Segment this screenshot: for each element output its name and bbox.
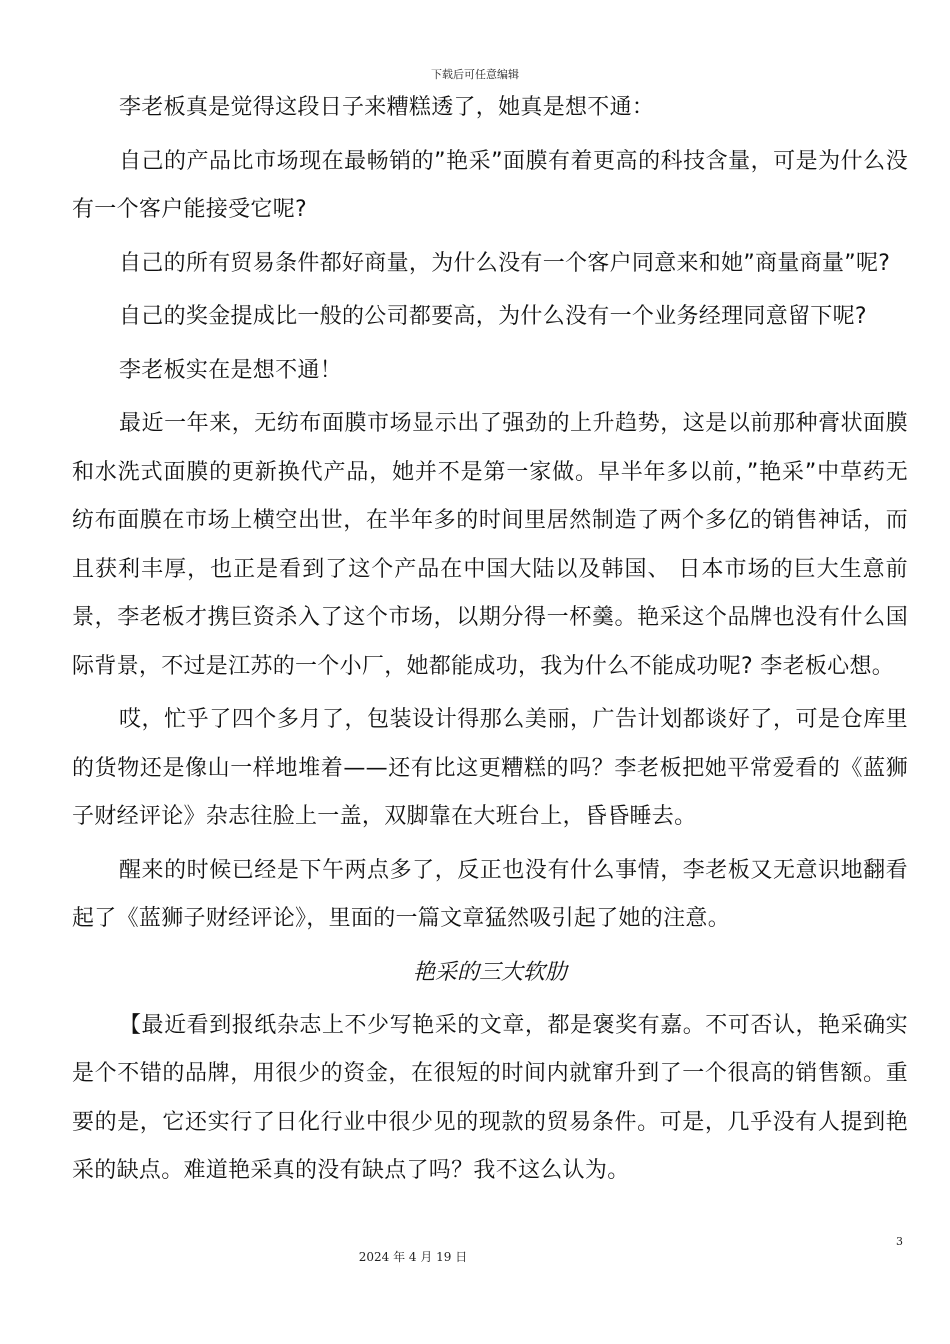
article-paragraph: 【最近看到报纸杂志上不少写艳采的文章，都是褒奖有嘉。不可否认，艳采确实是个不错的品牌，用很少的资金，在很短的时间内就窜升到了一个很高的销售额。重要的是，它还实行了日化行业中很少见的现款的贸易条件。可是，几乎没有人提到艳采的缺点。难道艳采真的没有缺点了吗？我不这么认为。 bbox=[72, 1012, 908, 1183]
footer-date: 2024 年 4 月 19 日 bbox=[358, 1250, 468, 1264]
paragraph-2: 自己的产品比市场现在最畅销的”艳采”面膜有着更高的科技含量，可是为什么没有一个客户能接受它呢? bbox=[72, 148, 908, 222]
paragraph-6: 最近一年来，无纺布面膜市场显示出了强劲的上升趋势，这是以前那种膏状面膜和水洗式面膜的更新换代产品，她并不是第一家做。早半年多以前，”艳采”中草药无纺布面膜在市场上横空出世，在半年多的时间里居然制造了两个多亿的销售神话，而且获利丰厚，也正是看到了这个产品在中国大陆以及韩国、 日本市场的巨大生意前景，李老板才携巨资杀入了这个市场，以期分得一杯羹。艳采这个品牌也没有什么国际背景，不过是江苏的一个小厂，她都能成功，我为什么不能成功呢? 李老板心想。 bbox=[72, 411, 908, 679]
page-number: 3 bbox=[896, 1235, 903, 1248]
document-body bbox=[72, 84, 908, 1201]
paragraph-3: 自己的所有贸易条件都好商量，为什么没有一个客户同意来和她”商量商量”呢? bbox=[119, 250, 891, 276]
paragraph-4: 自己的奖金提成比一般的公司都要高，为什么没有一个业务经理同意留下呢? bbox=[119, 304, 867, 329]
paragraph-7: 哎，忙乎了四个多月了，包装设计得那么美丽，广告计划都谈好了，可是仓库里的货物还是像山一样地堆着——还有比这更糟糕的吗？李老板把她平常爱看的《蓝狮子财经评论》杂志往脸上一盖，双脚靠在大班台上，昏昏睡去。 bbox=[72, 707, 908, 829]
paragraph-5: 李老板实在是想不通！ bbox=[119, 357, 343, 383]
paragraph-8: 醒来的时候已经是下午两点多了，反正也没有什么事情，李老板又无意识地翻看起了《蓝狮子财经评论》，里面的一篇文章猛然吸引起了她的注意。 bbox=[72, 857, 908, 931]
header-note: 下载后可任意编辑 bbox=[431, 68, 519, 81]
paragraph-1: 李老板真是觉得这段日子来糟糕透了，她真是想不通： bbox=[119, 95, 655, 120]
section-title: 艳采的三大软肋 bbox=[412, 959, 567, 985]
